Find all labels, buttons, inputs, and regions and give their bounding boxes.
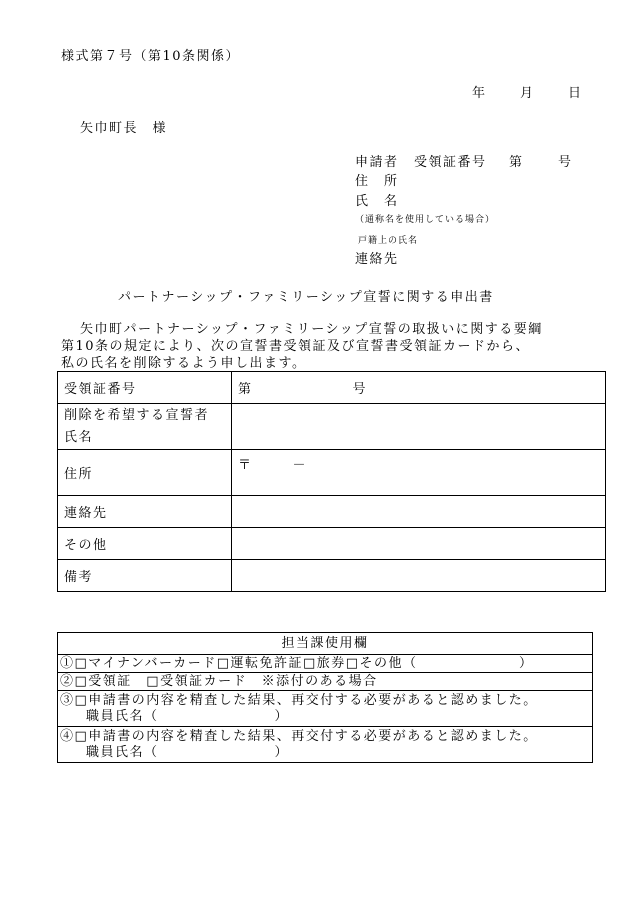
table-row [58,496,606,528]
remarks-label: 備考 [58,560,232,592]
table-row [58,372,606,404]
other-field[interactable] [232,528,606,560]
applicant-cert-suffix: 号 [558,155,573,170]
applicant-contact-label: 連絡先 [355,252,399,267]
date-year-label: 年 [472,86,487,101]
table-row [58,528,606,560]
declarant-name-field[interactable] [232,404,606,450]
applicant-cert-prefix: 第 [509,155,524,170]
staff-row-1[interactable]: ①□マイナンバーカード□運転免許証□旅券□その他（ ） [58,655,593,673]
applicant-address-label: 住 所 [355,174,399,189]
staff-row-4-staff-name: 職員氏名（ ） [86,744,290,760]
cert-number-suffix: 号 [352,382,368,397]
table-row [58,673,593,691]
postal-dash: － [292,458,308,473]
contact-label: 連絡先 [58,496,232,528]
cert-number-prefix: 第 [238,382,253,397]
address-label: 住所 [58,450,232,496]
declarant-name-label [58,404,232,450]
table-row [58,404,606,450]
date-day-label: 日 [568,86,583,101]
postal-mark: 〒 [238,458,253,473]
document-title: パートナーシップ・ファミリーシップ宣誓に関する申出書 [118,290,494,305]
table-row [58,727,593,763]
table-row [58,560,606,592]
staff-row-2[interactable]: ②□受領証 □受領証カード ※添付のある場合 [58,673,593,691]
addressee: 矢巾町長 様 [80,121,168,136]
staff-row-4-text: ④□申請書の内容を精査した結果、再交付する必要があると認めました。 [60,728,538,744]
body-line-3: 私の氏名を削除するよう申し出ます。 [61,356,307,371]
staff-row-3-text: ③□申請書の内容を精査した結果、再交付する必要があると認めました。 [60,692,538,708]
staff-use-table [57,632,593,763]
declarant-name-label-line2: 氏名 [64,429,94,445]
staff-table-header: 担当課使用欄 [58,633,593,655]
applicant-role: 申請者 [355,155,399,170]
staff-row-3[interactable] [58,691,593,727]
declarant-name-label-line1: 削除を希望する宣誓者 [64,407,210,423]
form-id: 様式第７号（第10条関係） [61,49,241,64]
contact-field[interactable] [232,496,606,528]
address-field[interactable] [232,450,606,496]
table-row [58,633,593,655]
table-row [58,655,593,673]
applicant-name-label: 氏 名 [355,194,399,209]
staff-row-4[interactable] [58,727,593,763]
cert-number-field[interactable] [232,372,606,404]
applicant-cert-label: 受領証番号 [414,155,487,170]
remarks-field[interactable] [232,560,606,592]
applicant-registry-name: 戸籍上の氏名 [358,236,419,246]
cert-number-label: 受領証番号 [58,372,232,404]
other-label: その他 [58,528,232,560]
table-row [58,450,606,496]
table-row [58,691,593,727]
applicant-alias-note: （通称名を使用している場合） [355,215,496,225]
request-table [57,371,606,592]
date-month-label: 月 [520,86,535,101]
body-line-1: 矢巾町パートナーシップ・ファミリーシップ宣誓の取扱いに関する要綱 [80,322,543,337]
body-line-2: 第10条の規定により、次の宣誓書受領証及び宣誓書受領証カードから、 [61,339,531,354]
staff-row-3-staff-name: 職員氏名（ ） [86,708,290,724]
